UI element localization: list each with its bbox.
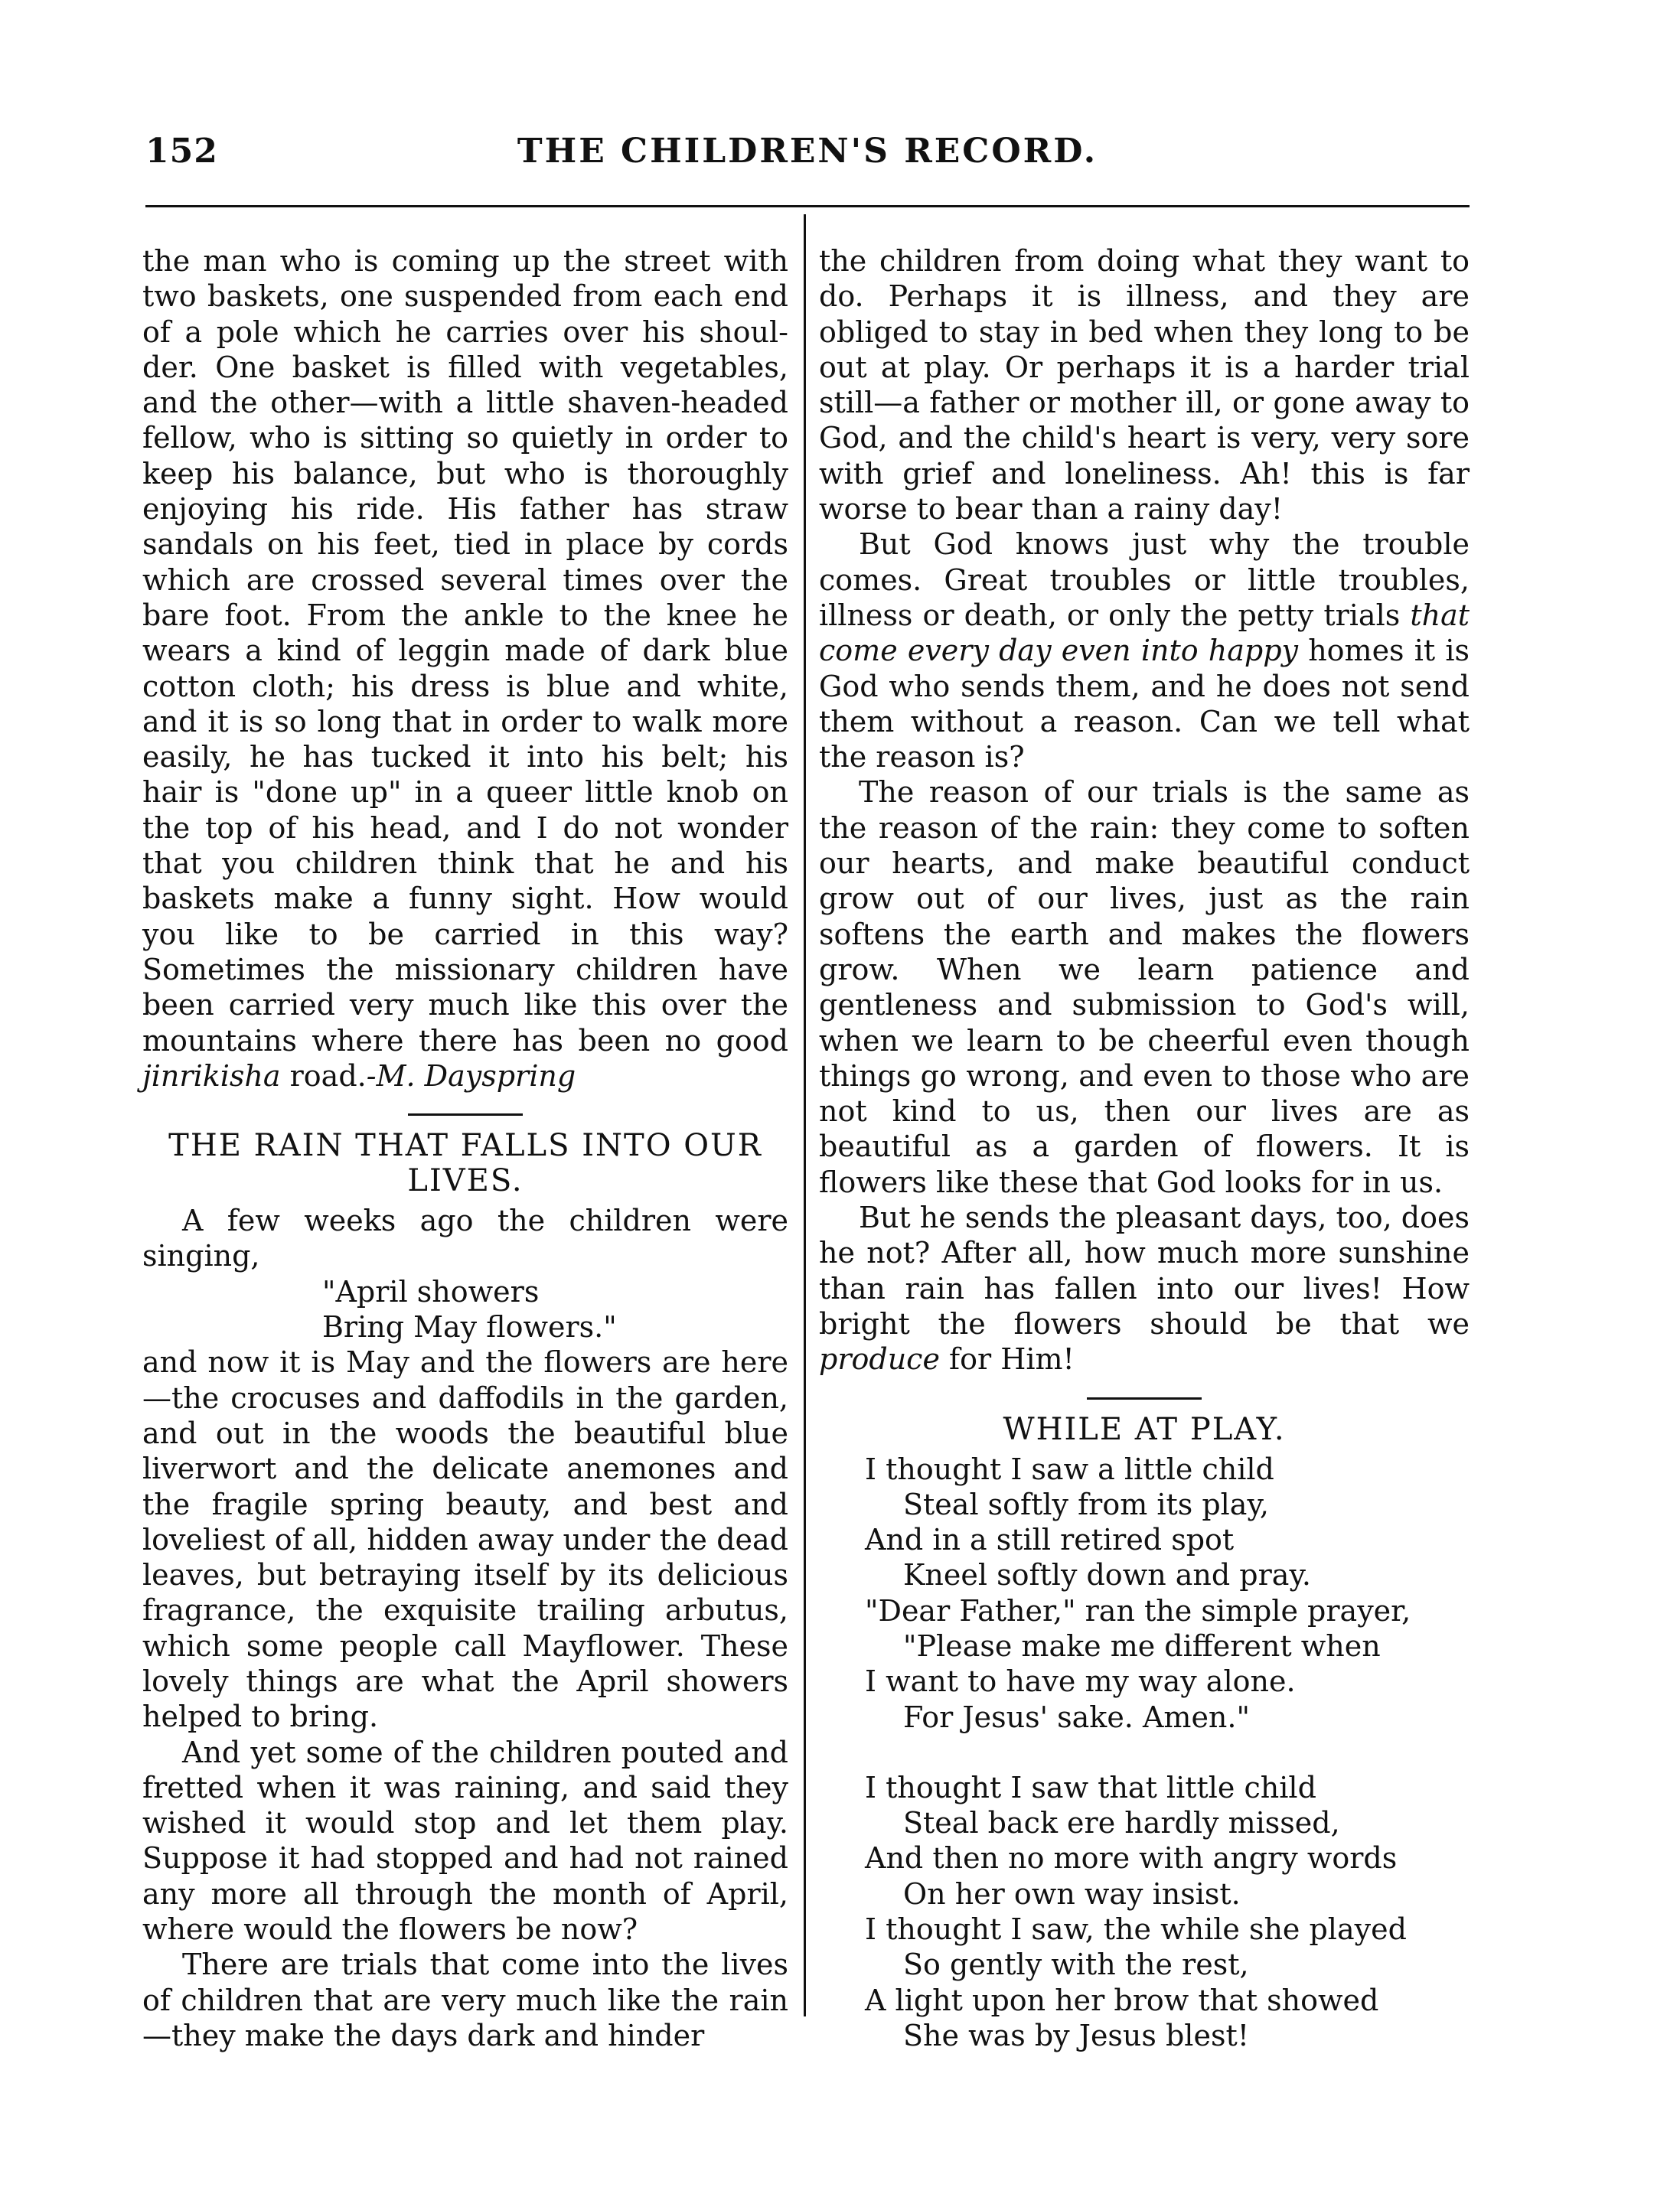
- article-title: THE RAIN THAT FALLS INTO OUR LIVES.: [168, 1128, 762, 1199]
- left-column: [142, 243, 788, 2053]
- poem-line: Steal softly from its play,: [903, 1487, 1269, 1521]
- continued-paragraph: the man who is coming up the street with two baskets, one suspended from each end of a pole which he carries over his shoul-der. One basket is filled with vegetables, and the other—with a little shaven-headed fellow, who is sitting so quietly in order to keep his balance, but who is thoroughly enjoying his ride. His father has straw sandals on his feet, tied in place by cords which are crossed several times over the bare foot. From the ankle to the knee he wears a kind of leggin made of dark blue cotton cloth; his dress is blue and white, and it is so long that in order to walk more easily, he has tucked it into his belt; his hair is "done up" in a queer little knob on the top of his head, and I do not wonder that you children think that he and his baskets make a funny sight. How would you like to be carried in this way? Sometimes the missionary children have been carried very much like this over the mountains where there has been no good jinrikisha road.-M. Dayspring: [142, 244, 788, 1093]
- article-paragraph: But he sends the pleasant days, too, does he not? After all, how much more sunshine than rain has fallen into our lives! How bright the flowers should be that we produce for Him!: [819, 1201, 1470, 1377]
- article-paragraph: There are trials that come into the lives of children that are very much like the rain—they make the days dark and hinder: [142, 1948, 788, 2052]
- poem-line: And then no more with angry words: [865, 1841, 1398, 1876]
- poem-line: On her own way insist.: [903, 1876, 1241, 1911]
- poem-line: For Jesus' sake. Amen.": [903, 1700, 1250, 1734]
- page-header: [145, 132, 1470, 193]
- poem-line: And in a still retired spot: [865, 1523, 1235, 1557]
- article-paragraph: The reason of our trials is the same as the reason of the rain: they come to soften our hearts, and make beautiful conduct grow out of our lives, just as the rain softens the earth and makes the flowers grow. When we learn patience and gentleness and submission to God's will, when we learn to be cheerful even though things go wrong, and even to those who are not kind to us, then our lives are as beautiful as a garden of flowers. It is flowers like these that God looks for in us.: [819, 775, 1470, 1199]
- poem-title: WHILE AT PLAY.: [1003, 1411, 1286, 1447]
- jinrikisha-word: jinrikisha: [142, 1058, 281, 1093]
- poem-line: She was by Jesus blest!: [903, 2018, 1249, 2052]
- article-intro: A few weeks ago the children were singing,: [142, 1204, 788, 1273]
- running-title: THE CHILDREN'S RECORD.: [517, 132, 1098, 171]
- article-paragraph: and now it is May and the flowers are here—the crocuses and daffodils in the garden, and out in the woods the beautiful blue liverwort and the delicate anemones and the fragile spring beauty, and best and loveliest of all, hidden away under the dead leaves, but betraying itself by its delicious fragrance, the exquisite trailing arbutus, which some people call Mayflower. These lovely things are what the April showers helped to bring.: [142, 1345, 788, 1734]
- poem-line: I want to have my way alone.: [865, 1664, 1296, 1699]
- page-number: 152: [145, 132, 218, 171]
- poem-line: I thought I saw that little child: [865, 1770, 1316, 1804]
- article-paragraph: the children from doing what they want to do. Perhaps it is illness, and they are obliged to stay in bed when they long to be out at play. Or perhaps it is a harder trial still—a father or mother ill, or gone away to God, and the child's heart is very, very sore with grief and loneliness. Ah! this is far worse to bear than a rainy day!: [819, 244, 1470, 526]
- poem: [819, 1452, 1470, 2054]
- article-paragraph: And yet some of the children pouted and fretted when it was raining, and said they wished it would stop and let them play. Suppose it had stopped and had not rained any more all through the month of April, where would the flowers be now?: [142, 1735, 788, 1947]
- attribution: -M. Dayspring: [366, 1058, 576, 1093]
- song-line: "April showers: [322, 1274, 540, 1309]
- header-rule: [145, 205, 1470, 207]
- column-divider: [804, 214, 806, 2016]
- poem-line: I thought I saw a little child: [865, 1452, 1274, 1486]
- song-quote: [142, 1274, 788, 1345]
- right-column: [819, 243, 1470, 2053]
- poem-line: So gently with the rest,: [903, 1948, 1249, 1982]
- poem-line: "Dear Father," ran the simple prayer,: [865, 1593, 1411, 1628]
- poem-stanza-1: [865, 1452, 1470, 1735]
- poem-line: A light upon her brow that showed: [865, 1983, 1379, 2017]
- song-line: Bring May flowers.": [322, 1310, 617, 1345]
- poem-stanza-2: [865, 1770, 1470, 2053]
- poem-line: Steal back ere hardly missed,: [903, 1806, 1340, 1840]
- section-divider: [408, 1113, 523, 1116]
- poem-line: "Please make me different when: [903, 1628, 1381, 1663]
- section-divider: [1087, 1397, 1202, 1400]
- article-paragraph: But God knows just why the trouble comes. Great troubles or little troubles, illness or death, or only the petty trials that come every day even into happy homes it is God who sends them, and he does not send them without a reason. Can we tell what the reason is?: [819, 527, 1470, 774]
- poem-line: Kneel softly down and pray.: [903, 1558, 1311, 1593]
- poem-line: I thought I saw, the while she played: [865, 1912, 1407, 1947]
